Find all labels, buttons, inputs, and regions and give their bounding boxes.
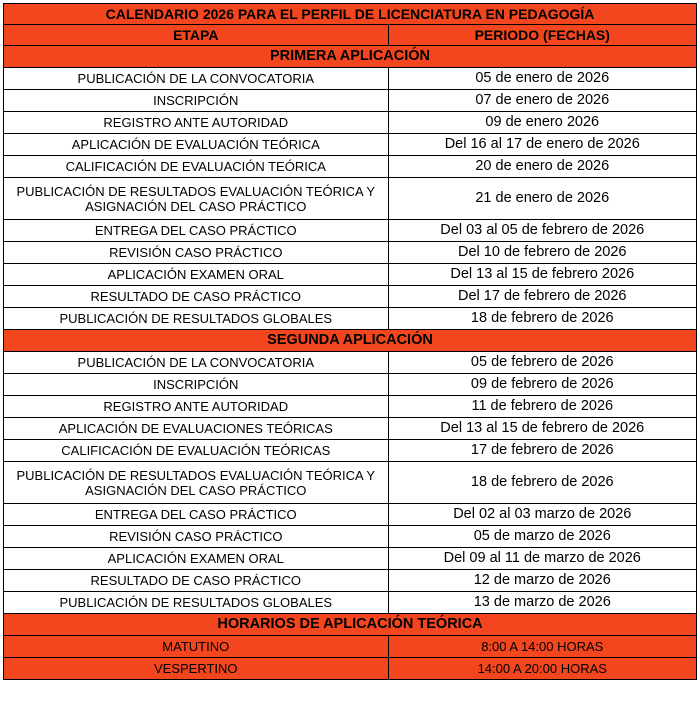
period-cell: 17 de febrero de 2026 — [388, 440, 696, 462]
period-cell: Del 16 al 17 de enero de 2026 — [388, 134, 696, 156]
hours-cell: 14:00 A 20:00 HORAS — [388, 658, 696, 680]
period-cell: 21 de enero de 2026 — [388, 178, 696, 220]
period-cell: 13 de marzo de 2026 — [388, 592, 696, 614]
calendar-table — [3, 3, 697, 680]
stage-cell: INSCRIPCIÓN — [4, 90, 389, 112]
section-heading-first: PRIMERA APLICACIÓN — [4, 46, 697, 68]
period-cell: 05 de marzo de 2026 — [388, 526, 696, 548]
stage-cell: APLICACIÓN DE EVALUACIONES TEÓRICAS — [4, 418, 389, 440]
period-cell: 18 de febrero de 2026 — [388, 462, 696, 504]
period-cell: 05 de febrero de 2026 — [388, 352, 696, 374]
title-row — [4, 4, 697, 25]
stage-cell: CALIFICACIÓN DE EVALUACIÓN TEÓRICA — [4, 156, 389, 178]
table-row — [4, 90, 697, 112]
stage-cell: PUBLICACIÓN DE RESULTADOS EVALUACIÓN TEÓRICA Y ASIGNACIÓN DEL CASO PRÁCTICO — [4, 462, 389, 504]
period-cell: Del 17 de febrero de 2026 — [388, 286, 696, 308]
stage-cell: ENTREGA DEL CASO PRÁCTICO — [4, 220, 389, 242]
stage-cell: APLICACIÓN EXAMEN ORAL — [4, 548, 389, 570]
stage-cell: APLICACIÓN DE EVALUACIÓN TEÓRICA — [4, 134, 389, 156]
stage-cell: REGISTRO ANTE AUTORIDAD — [4, 396, 389, 418]
period-cell: Del 09 al 11 de marzo de 2026 — [388, 548, 696, 570]
table-row — [4, 178, 697, 220]
stage-cell: REVISIÓN CASO PRÁCTICO — [4, 242, 389, 264]
period-cell: 11 de febrero de 2026 — [388, 396, 696, 418]
table-row — [4, 112, 697, 134]
shift-cell: VESPERTINO — [4, 658, 389, 680]
stage-cell: PUBLICACIÓN DE RESULTADOS GLOBALES — [4, 308, 389, 330]
period-cell: Del 10 de febrero de 2026 — [388, 242, 696, 264]
stage-cell: APLICACIÓN EXAMEN ORAL — [4, 264, 389, 286]
period-cell: 07 de enero de 2026 — [388, 90, 696, 112]
table-row — [4, 570, 697, 592]
stage-cell: REVISIÓN CASO PRÁCTICO — [4, 526, 389, 548]
column-header-row — [4, 25, 697, 46]
stage-cell: PUBLICACIÓN DE RESULTADOS EVALUACIÓN TEÓRICA Y ASIGNACIÓN DEL CASO PRÁCTICO — [4, 178, 389, 220]
stage-cell: RESULTADO DE CASO PRÁCTICO — [4, 286, 389, 308]
table-row — [4, 220, 697, 242]
period-cell: Del 03 al 05 de febrero de 2026 — [388, 220, 696, 242]
stage-cell: PUBLICACIÓN DE LA CONVOCATORIA — [4, 352, 389, 374]
stage-cell: PUBLICACIÓN DE LA CONVOCATORIA — [4, 68, 389, 90]
period-cell: 18 de febrero de 2026 — [388, 308, 696, 330]
column-header-stage: ETAPA — [4, 25, 389, 46]
calendar-title: CALENDARIO 2026 PARA EL PERFIL DE LICENCIATURA EN PEDAGOGÍA — [4, 4, 697, 25]
period-cell: 09 de febrero de 2026 — [388, 374, 696, 396]
shift-cell: MATUTINO — [4, 636, 389, 658]
table-row — [4, 68, 697, 90]
table-row — [4, 264, 697, 286]
period-cell: 09 de enero 2026 — [388, 112, 696, 134]
section-heading-second: SEGUNDA APLICACIÓN — [4, 330, 697, 352]
period-cell: 20 de enero de 2026 — [388, 156, 696, 178]
table-row — [4, 242, 697, 264]
section-second-row — [4, 330, 697, 352]
table-row — [4, 440, 697, 462]
stage-cell: INSCRIPCIÓN — [4, 374, 389, 396]
period-cell: 05 de enero de 2026 — [388, 68, 696, 90]
section-heading-schedule: HORARIOS DE APLICACIÓN TEÓRICA — [4, 614, 697, 636]
table-row — [4, 134, 697, 156]
stage-cell: ENTREGA DEL CASO PRÁCTICO — [4, 504, 389, 526]
table-row — [4, 526, 697, 548]
stage-cell: REGISTRO ANTE AUTORIDAD — [4, 112, 389, 134]
stage-cell: CALIFICACIÓN DE EVALUACIÓN TEÓRICAS — [4, 440, 389, 462]
column-header-period: PERIODO (FECHAS) — [388, 25, 696, 46]
table-row — [4, 308, 697, 330]
hours-cell: 8:00 A 14:00 HORAS — [388, 636, 696, 658]
table-row — [4, 156, 697, 178]
schedule-row — [4, 658, 697, 680]
stage-cell: PUBLICACIÓN DE RESULTADOS GLOBALES — [4, 592, 389, 614]
schedule-row — [4, 636, 697, 658]
period-cell: Del 13 al 15 de febrero de 2026 — [388, 418, 696, 440]
table-row — [4, 396, 697, 418]
section-schedule-row — [4, 614, 697, 636]
table-row — [4, 592, 697, 614]
stage-cell: RESULTADO DE CASO PRÁCTICO — [4, 570, 389, 592]
table-row — [4, 548, 697, 570]
period-cell: Del 13 al 15 de febrero 2026 — [388, 264, 696, 286]
section-first-row — [4, 46, 697, 68]
table-row — [4, 504, 697, 526]
table-row — [4, 352, 697, 374]
table-row — [4, 462, 697, 504]
period-cell: 12 de marzo de 2026 — [388, 570, 696, 592]
period-cell: Del 02 al 03 marzo de 2026 — [388, 504, 696, 526]
table-row — [4, 374, 697, 396]
table-row — [4, 286, 697, 308]
table-row — [4, 418, 697, 440]
